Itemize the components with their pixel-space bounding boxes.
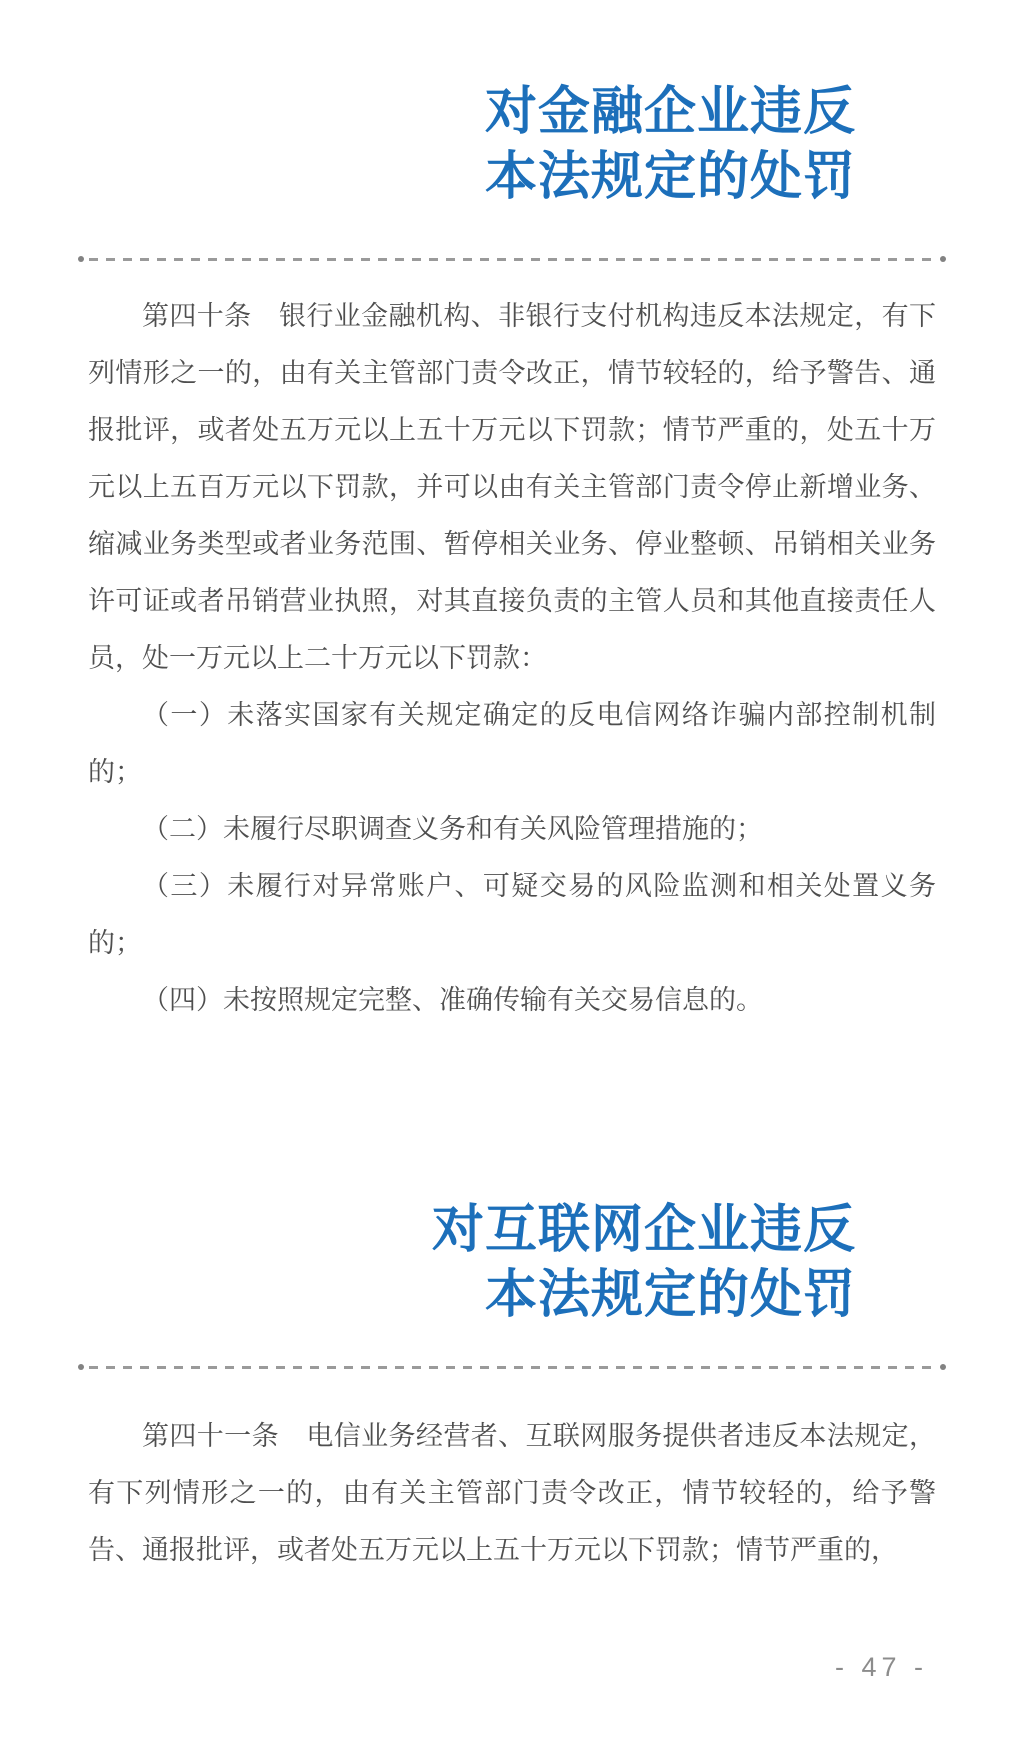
article-40-item-2: （二）未履行尽职调查义务和有关风险管理措施的； bbox=[142, 814, 763, 844]
article-41-body bbox=[88, 1408, 936, 1579]
section-divider bbox=[78, 256, 946, 262]
section-title-line-1: 对互联网企业违反 bbox=[431, 1201, 856, 1259]
section-title-line-2: 本法规定的处罚 bbox=[484, 1266, 856, 1324]
article-40-paragraph: 第四十条 银行业金融机构、非银行支付机构违反本法规定，有下列情形之一的，由有关主管部门责令改正，情节较轻的，给予警告、通报批评，或者处五万元以上五十万元以下罚款；情节严重的，处五十万元以上五百万元以下罚款，并可以由有关主管部门责令停止新增业务、缩减业务类型或者业务范围、暂停相关业务、停业整顿、吊销相关业务许可证或者吊销营业执照，对其直接负责的主管人员和其他直接责任人员，处一万元以上二十万元以下罚款： bbox=[88, 301, 936, 673]
section-divider bbox=[78, 1364, 946, 1370]
section-title-line-1: 对金融企业违反 bbox=[484, 83, 856, 141]
article-41-paragraph: 第四十一条 电信业务经营者、互联网服务提供者违反本法规定，有下列情形之一的，由有关主管部门责令改正，情节较轻的，给予警告、通报批评，或者处五万元以上五十万元以下罚款；情节严重的， bbox=[88, 1421, 936, 1565]
divider-dot-right bbox=[940, 1364, 946, 1370]
divider-dash-line bbox=[89, 1366, 935, 1369]
page-number: - 47 - bbox=[834, 1652, 928, 1682]
article-40-item-3: （三）未履行对异常账户、可疑交易的风险监测和相关处置义务的； bbox=[88, 871, 936, 958]
section-title-financial-enterprises bbox=[0, 80, 1024, 210]
article-40-item-4: （四）未按照规定完整、准确传输有关交易信息的。 bbox=[142, 985, 763, 1015]
divider-dot-right bbox=[940, 256, 946, 262]
divider-dash-line bbox=[89, 258, 935, 261]
section-title-line-2: 本法规定的处罚 bbox=[484, 148, 856, 206]
divider-dot-left bbox=[78, 256, 84, 262]
section-title-internet-enterprises bbox=[0, 1198, 1024, 1328]
article-40-body bbox=[88, 288, 936, 1029]
divider-dot-left bbox=[78, 1364, 84, 1370]
article-40-item-1: （一）未落实国家有关规定确定的反电信网络诈骗内部控制机制的； bbox=[88, 700, 936, 787]
